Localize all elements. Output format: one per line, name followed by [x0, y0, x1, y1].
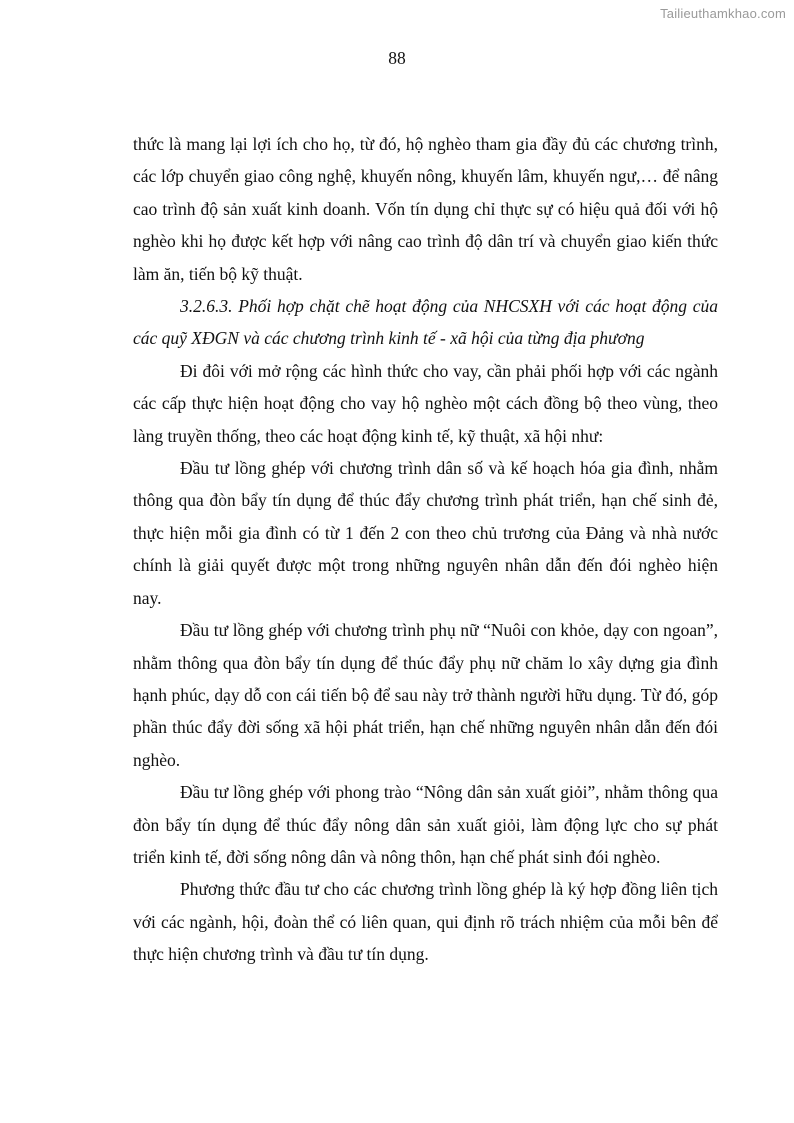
- paragraph-women-program: Đầu tư lồng ghép với chương trình phụ nữ “Nuôi con khỏe, dạy con ngoan”, nhằm thông qua đòn bẩy tín dụng để thúc đẩy phụ nữ chăm lo xây dựng gia đình hạnh phúc, dạy dỗ con cái tiến bộ để sau này trở thành người hữu dụng. Từ đó, góp phần thúc đẩy đời sống xã hội phát triển, hạn chế những nguyên nhân dẫn đến đói nghèo.: [133, 620, 718, 770]
- paragraph-population-program: Đầu tư lồng ghép với chương trình dân số và kế hoạch hóa gia đình, nhằm thông qua đòn bẩy tín dụng để thúc đẩy chương trình phát triển, hạn chế sinh đẻ, thực hiện mỗi gia đình có từ 1 đến 2 con theo chủ trương của Đảng và nhà nước chính là giải quyết được một trong những nguyên nhân dẫn đến đói nghèo hiện nay.: [133, 458, 718, 608]
- paragraph-investment-method: Phương thức đầu tư cho các chương trình lồng ghép là ký hợp đồng liên tịch với các ngành, hội, đoàn thể có liên quan, qui định rõ trách nhiệm của mỗi bên để thực hiện chương trình và đầu tư tín dụng.: [133, 879, 718, 965]
- page-number: 88: [388, 48, 406, 68]
- paragraph-intro: Đi đôi với mở rộng các hình thức cho vay, cần phải phối hợp với các ngành các cấp thực hiện hoạt động cho vay hộ nghèo một cách đồng bộ theo vùng, theo làng truyền thống, theo các hoạt động kinh tế, kỹ thuật, xã hội như:: [133, 360, 718, 446]
- watermark: Tailieuthamkhao.com: [660, 6, 786, 21]
- paragraph-farmer-movement: Đầu tư lồng ghép với phong trào “Nông dân sản xuất giỏi”, nhằm thông qua đòn bẩy tín dụng để thúc đẩy nông dân sản xuất giỏi, làm động lực cho sự phát triển kinh tế, đời sống nông dân và nông thôn, hạn chế phát sinh đói nghèo.: [133, 782, 718, 867]
- section-heading-3-2-6-3: 3.2.6.3. Phối hợp chặt chẽ hoạt động của NHCSXH với các hoạt động của các quỹ XĐGN và các chương trình kinh tế - xã hội của từng địa phương: [133, 296, 718, 349]
- paragraph-continuation: thức là mang lại lợi ích cho họ, từ đó, hộ nghèo tham gia đầy đủ các chương trình, các lớp chuyển giao công nghệ, khuyến nông, khuyến lâm, khuyến ngư,… để nâng cao trình độ sản xuất kinh doanh. Vốn tín dụng chỉ thực sự có hiệu quả đối với hộ nghèo khi họ được kết hợp với nâng cao trình độ dân trí và chuyển giao kiến thức làm ăn, tiến bộ kỹ thuật.: [133, 134, 718, 284]
- document-body: [133, 128, 718, 971]
